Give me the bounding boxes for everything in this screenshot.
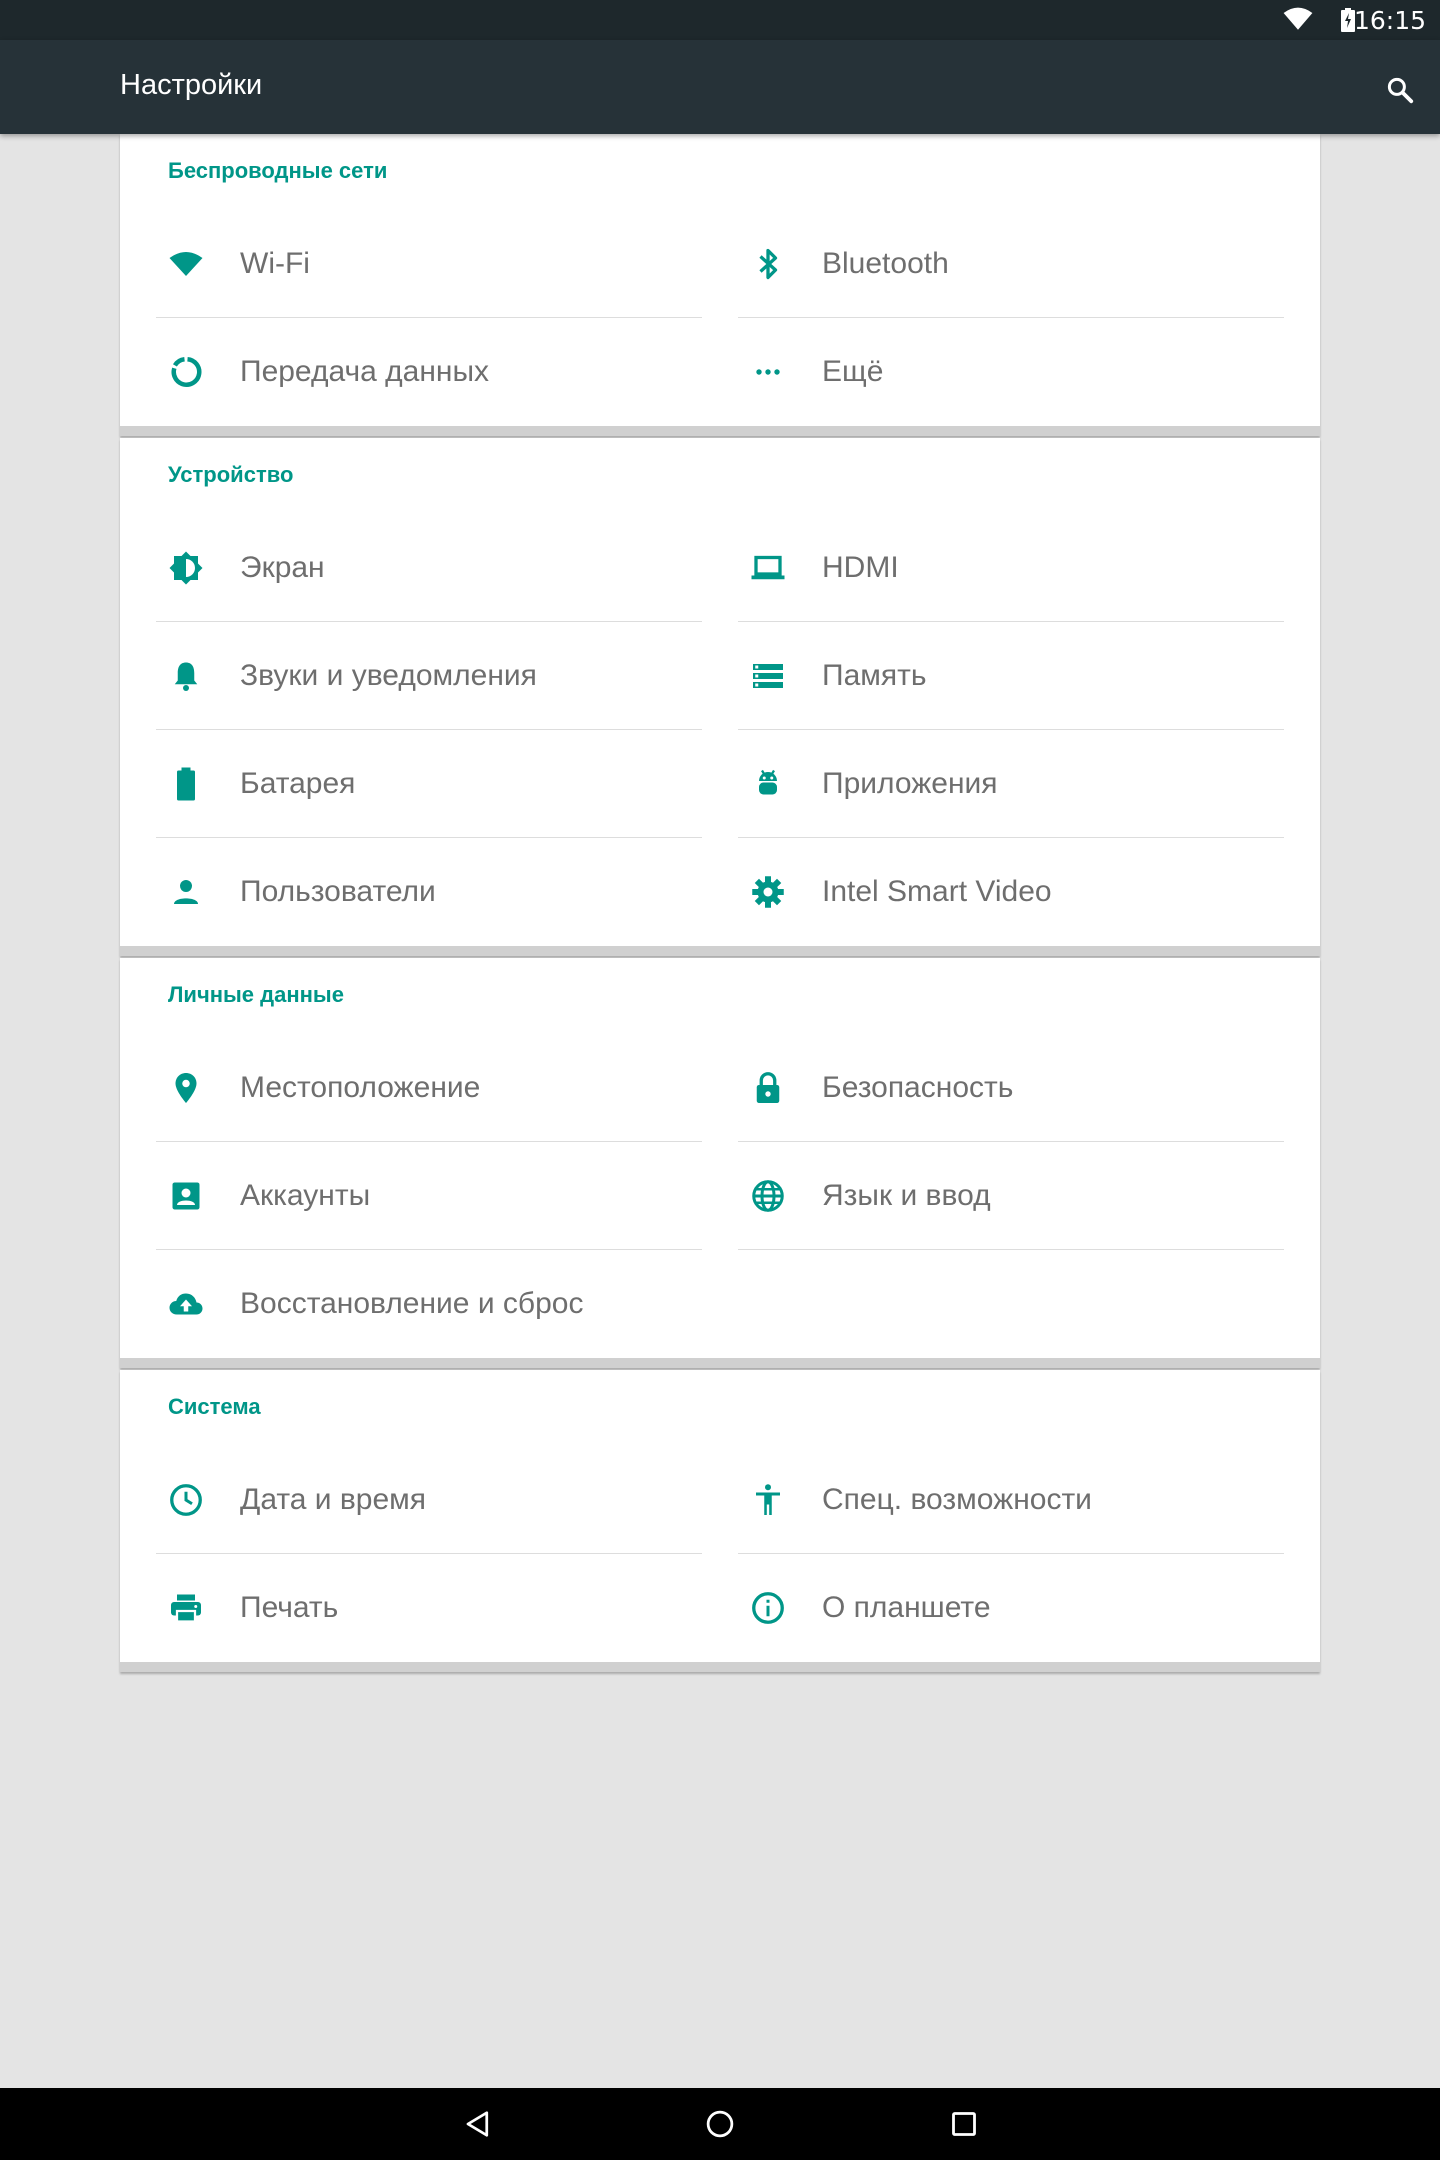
setting-label: HDMI bbox=[822, 551, 899, 584]
wifi-status-icon bbox=[1283, 7, 1313, 36]
storage-icon bbox=[738, 646, 798, 706]
section-title: Беспроводные сети bbox=[168, 158, 388, 183]
home-circle-icon[interactable] bbox=[696, 2100, 744, 2148]
setting-label: Местоположение bbox=[240, 1071, 481, 1104]
app-bar bbox=[0, 40, 1440, 134]
setting-users[interactable] bbox=[156, 838, 702, 946]
setting-label: Ещё bbox=[822, 355, 884, 388]
navigation-bar bbox=[0, 2088, 1440, 2160]
account-box-icon bbox=[156, 1166, 216, 1226]
setting-label: Звуки и уведомления bbox=[240, 659, 537, 692]
setting-display[interactable] bbox=[156, 514, 702, 622]
setting-storage[interactable] bbox=[738, 622, 1284, 730]
printer-icon bbox=[156, 1578, 216, 1638]
status-clock: 16:15 bbox=[1353, 6, 1426, 35]
setting-printing[interactable] bbox=[156, 1554, 702, 1662]
setting-label: Intel Smart Video bbox=[822, 875, 1052, 908]
setting-battery[interactable] bbox=[156, 730, 702, 838]
data-usage-icon bbox=[156, 342, 216, 402]
more-horiz-icon bbox=[738, 342, 798, 402]
setting-date-time[interactable] bbox=[156, 1446, 702, 1554]
section-title: Система bbox=[168, 1394, 261, 1419]
setting-label: Печать bbox=[240, 1591, 339, 1624]
globe-icon bbox=[738, 1166, 798, 1226]
setting-apps[interactable] bbox=[738, 730, 1284, 838]
settings-list bbox=[120, 134, 1320, 1672]
section-device bbox=[120, 438, 1320, 956]
setting-label: Безопасность bbox=[822, 1071, 1014, 1104]
section-system bbox=[120, 1370, 1320, 1672]
bell-icon bbox=[156, 646, 216, 706]
cloud-upload-icon bbox=[156, 1274, 216, 1334]
setting-label: Приложения bbox=[822, 767, 998, 800]
laptop-icon bbox=[738, 538, 798, 598]
battery-charging-icon bbox=[1341, 8, 1355, 37]
setting-label: Wi-Fi bbox=[240, 247, 310, 280]
setting-location[interactable] bbox=[156, 1034, 702, 1142]
setting-label: Спец. возможности bbox=[822, 1483, 1092, 1516]
setting-security[interactable] bbox=[738, 1034, 1284, 1142]
setting-sound[interactable] bbox=[156, 622, 702, 730]
setting-backup-reset[interactable] bbox=[156, 1250, 702, 1358]
setting-bluetooth[interactable] bbox=[738, 210, 1284, 318]
section-title: Устройство bbox=[168, 462, 294, 487]
setting-label: Аккаунты bbox=[240, 1179, 371, 1212]
setting-hdmi[interactable] bbox=[738, 514, 1284, 622]
status-bar bbox=[0, 0, 1440, 40]
setting-more[interactable] bbox=[738, 318, 1284, 426]
setting-about-tablet[interactable] bbox=[738, 1554, 1284, 1662]
setting-language[interactable] bbox=[738, 1142, 1284, 1250]
setting-intel-smart-video[interactable] bbox=[738, 838, 1284, 946]
setting-label: Дата и время bbox=[240, 1483, 427, 1516]
clock-icon bbox=[156, 1470, 216, 1530]
setting-accessibility[interactable] bbox=[738, 1446, 1284, 1554]
section-personal bbox=[120, 958, 1320, 1368]
android-icon bbox=[738, 754, 798, 814]
info-icon bbox=[738, 1578, 798, 1638]
setting-label: Экран bbox=[240, 551, 325, 584]
setting-data-usage[interactable] bbox=[156, 318, 702, 426]
setting-label: О планшете bbox=[822, 1591, 991, 1624]
person-icon bbox=[156, 862, 216, 922]
accessibility-icon bbox=[738, 1470, 798, 1530]
page-title: Настройки bbox=[120, 69, 263, 101]
recents-square-icon[interactable] bbox=[940, 2100, 988, 2148]
setting-accounts[interactable] bbox=[156, 1142, 702, 1250]
setting-label: Батарея bbox=[240, 767, 356, 800]
back-triangle-icon[interactable] bbox=[454, 2100, 502, 2148]
setting-label: Пользователи bbox=[240, 875, 436, 908]
lock-icon bbox=[738, 1058, 798, 1118]
brightness-icon bbox=[156, 538, 216, 598]
setting-label: Язык и ввод bbox=[822, 1179, 991, 1212]
location-pin-icon bbox=[156, 1058, 216, 1118]
setting-label: Передача данных bbox=[240, 355, 490, 388]
battery-icon bbox=[156, 754, 216, 814]
wifi-icon bbox=[156, 234, 216, 294]
setting-label: Память bbox=[822, 659, 927, 692]
section-title: Личные данные bbox=[168, 982, 344, 1007]
gear-icon bbox=[738, 862, 798, 922]
search-icon[interactable] bbox=[1380, 70, 1420, 110]
setting-label: Восстановление и сброс bbox=[240, 1287, 584, 1320]
setting-label: Bluetooth bbox=[822, 247, 949, 280]
setting-wifi[interactable] bbox=[156, 210, 702, 318]
bluetooth-icon bbox=[738, 234, 798, 294]
section-wireless bbox=[120, 134, 1320, 436]
